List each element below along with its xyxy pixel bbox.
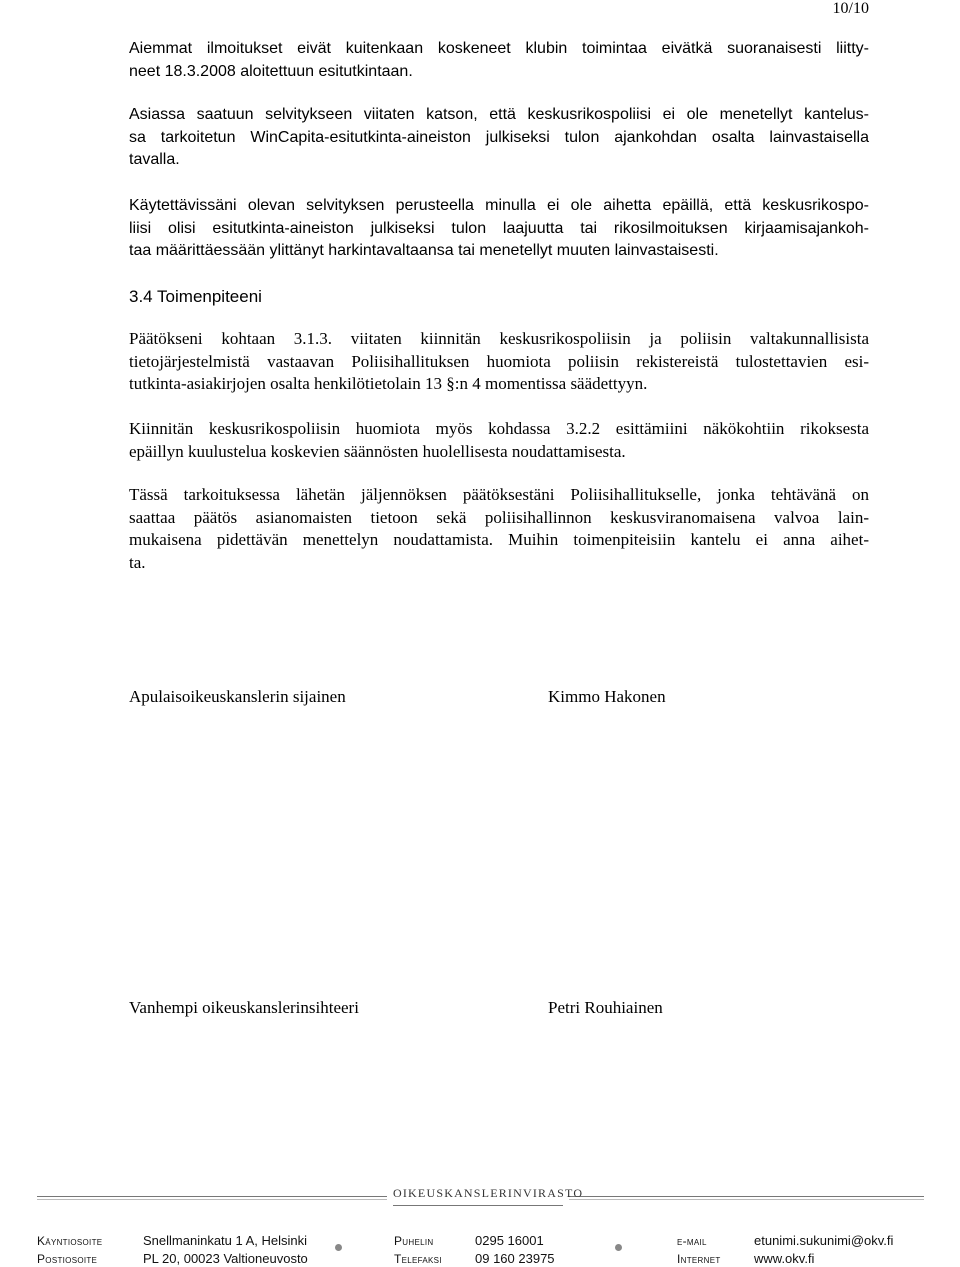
section-heading: 3.4 Toimenpiteeni [129, 287, 262, 306]
text-line: Käytettävissäni olevan selvityksen perusteella minulla ei ole aihetta epäillä, että keskusrikospo- [129, 197, 869, 214]
footer-divider [569, 1196, 924, 1197]
logotype-underline [393, 1205, 563, 1206]
visiting-address-label: Käyntiosoite [37, 1234, 103, 1248]
signer-name-1: Kimmo Hakonen [548, 687, 666, 706]
signer-name-2: Petri Rouhiainen [548, 998, 663, 1017]
text-line: Asiassa saatuun selvitykseen viitaten katson, että keskusrikospoliisi ei ole menetellyt kantelus- [129, 106, 869, 123]
signer-title-2: Vanhempi oikeuskanslerinsihteeri [129, 998, 359, 1017]
visiting-address: Snellmaninkatu 1 A, Helsinki [143, 1233, 308, 1248]
paragraph-measure-interrogation [129, 418, 869, 463]
signer-title-1: Apulaisoikeuskanslerin sijainen [129, 687, 346, 706]
website-url: www.okv.fi [754, 1251, 815, 1266]
separator-dot-icon [335, 1244, 342, 1251]
internet-label: Internet [677, 1252, 721, 1266]
text-line: ta. [129, 552, 146, 572]
text-line: tietojärjestelmistä vastaavan Poliisihallituksen huomiota poliisin rekistereistä tulostettavien esi- [129, 351, 869, 371]
postal-address: PL 20, 00023 Valtioneuvosto [143, 1251, 308, 1266]
phone-number: 0295 16001 [475, 1233, 544, 1248]
text-line: mukaisena pidettävän menettelyn noudattamista. Muihin toimenpiteisiin kantelu ei anna aihet- [129, 530, 869, 549]
postal-address-label: Postiosoite [37, 1252, 98, 1266]
footer-divider [569, 1199, 924, 1200]
text-line: neet 18.3.2008 aloitettuun esitutkintaan. [129, 62, 413, 80]
paragraph-conclusion-scope [129, 195, 869, 263]
text-line: tutkinta-asiakirjojen osalta henkilötietolain 13 §:n 4 momentissa säädettyyn. [129, 374, 648, 393]
organization-logotype: OIKEUSKANSLERINVIRASTO [393, 1186, 584, 1200]
email-address: etunimi.sukunimi@okv.fi [754, 1233, 894, 1248]
fax-label: Telefaksi [394, 1252, 442, 1266]
text-line: liisi olisi esitutkinta-aineiston julkiseksi tulon laajuutta tai rikosilmoituksen kirjaamisajankoh- [129, 219, 869, 237]
separator-dot-icon [615, 1244, 622, 1251]
footer-divider [37, 1199, 387, 1200]
text-line: Aiemmat ilmoitukset eivät kuitenkaan koskeneet klubin toimintaa eivätkä suoranaisesti liitty- [129, 40, 869, 57]
text-line: sa tarkoitetun WinCapita-esitutkinta-aineiston julkiseksi tulon ajankohdan osalta lainvastaisella [129, 128, 869, 146]
fax-number: 09 160 23975 [475, 1251, 555, 1266]
text-line: Tässä tarkoituksessa lähetän jäljennöksen päätöksestäni Poliisihallitukselle, jonka tehtävänä on [129, 485, 869, 504]
text-line: epäillyn kuulustelua koskevien säännösten huolellisesta noudattamisesta. [129, 441, 626, 461]
paragraph-measure-registers [129, 328, 869, 396]
paragraph-measure-notification [129, 484, 869, 574]
text-line: taa määrittäessään ylittänyt harkintavaltaansa tai menetellyt muuten lainvastaisesti. [129, 242, 719, 259]
footer-divider [37, 1196, 387, 1197]
paragraph-conclusion-timing [129, 104, 869, 172]
page-number: 10/10 [832, 0, 869, 17]
phone-label: Puhelin [394, 1234, 434, 1248]
text-line: Päätökseni kohtaan 3.1.3. viitaten kiinnitän keskusrikospoliisin ja poliisin valtakunnallisista [129, 329, 869, 348]
email-label: e-mail [677, 1234, 707, 1248]
paragraph-prior-reports [129, 38, 869, 83]
text-line: saattaa päätös asianomaisten tietoon sekä poliisihallinnon keskusviranomaisena valvoa lain- [129, 507, 869, 527]
text-line: tavalla. [129, 151, 180, 168]
text-line: Kiinnitän keskusrikospoliisin huomiota myös kohdassa 3.2.2 esittämiini näkökohtiin rikoksesta [129, 419, 869, 438]
